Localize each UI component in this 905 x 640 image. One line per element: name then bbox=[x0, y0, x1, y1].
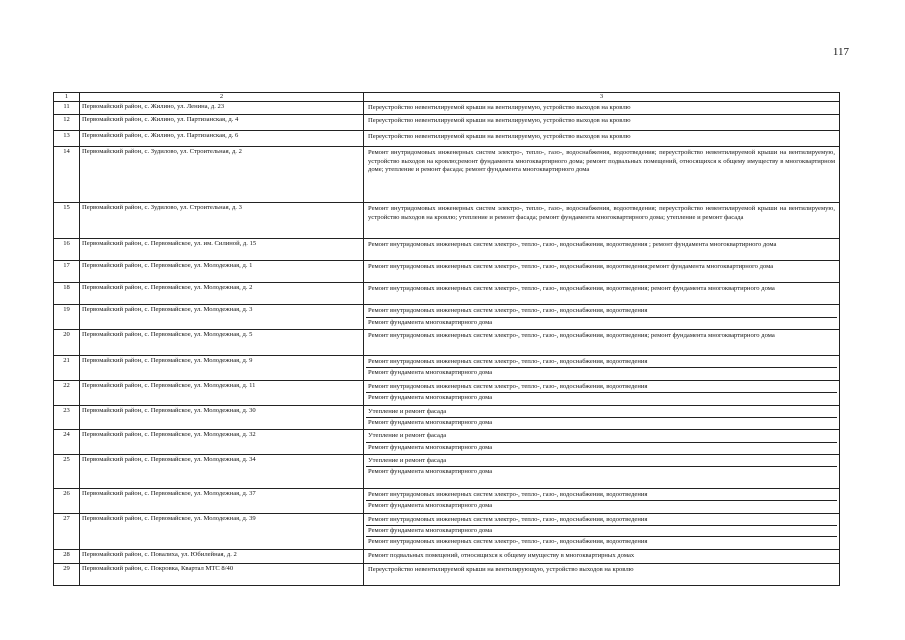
work-item: Переустройство невентилируемой крыши на вентилируемую, устройство выходов на кровлю bbox=[368, 133, 631, 141]
work-item: Переустройство невентилируемой крыши на вентилируемую, устройство выходов на кровлю bbox=[368, 104, 631, 111]
table-row bbox=[54, 454, 840, 488]
row-number: 14 bbox=[54, 147, 80, 203]
header-col-3: 3 bbox=[364, 93, 840, 102]
row-number: 18 bbox=[54, 283, 80, 305]
row-address: Первомайский район, с. Зудилово, ул. Строительная, д. 2 bbox=[80, 147, 364, 203]
header-col-2: 2 bbox=[80, 93, 364, 102]
row-number: 13 bbox=[54, 131, 80, 147]
table-row bbox=[54, 513, 840, 549]
row-number: 26 bbox=[54, 488, 80, 513]
table-row bbox=[54, 115, 840, 131]
row-works bbox=[364, 430, 840, 455]
work-item: Ремонт внутридомовых инженерных систем электро-, тепло-, газо-, водоснабжения, водоотведения ; ремонт фундамента многоквартирного дома bbox=[368, 241, 777, 249]
row-works bbox=[364, 380, 840, 405]
row-number: 25 bbox=[54, 454, 80, 488]
row-number: 23 bbox=[54, 405, 80, 430]
table-row bbox=[54, 305, 840, 330]
table-row bbox=[54, 239, 840, 261]
work-item: Утепление и ремонт фасада bbox=[368, 407, 447, 415]
table-row bbox=[54, 356, 840, 381]
row-number: 21 bbox=[54, 356, 80, 381]
header-row bbox=[54, 93, 840, 102]
table-row bbox=[54, 549, 840, 563]
work-item: Ремонт фундамента многоквартирного дома bbox=[366, 442, 837, 453]
row-address: Первомайский район, с. Повалиха, ул. Юбилейная, д. 2 bbox=[80, 549, 364, 563]
row-address: Первомайский район, с. Первомайское, ул. Молодежная, д. 30 bbox=[80, 405, 364, 430]
row-number: 16 bbox=[54, 239, 80, 261]
repair-table bbox=[53, 92, 840, 586]
row-works bbox=[364, 102, 840, 115]
row-number: 24 bbox=[54, 430, 80, 455]
row-number: 28 bbox=[54, 549, 80, 563]
row-address: Первомайский район, с. Зудилово, ул. Строительная, д. 3 bbox=[80, 203, 364, 239]
row-works bbox=[364, 454, 840, 488]
row-number: 20 bbox=[54, 330, 80, 356]
row-address: Первомайский район, с. Первомайское, ул. им. Силиной, д. 15 bbox=[80, 239, 364, 261]
row-works bbox=[364, 330, 840, 356]
work-item: Утепление и ремонт фасада bbox=[368, 456, 447, 464]
table-row bbox=[54, 203, 840, 239]
work-item: Утепление и ремонт фасада bbox=[368, 432, 447, 440]
work-item: Ремонт подвальных помещений, относящихся к общему имуществу в многоквартирных домах bbox=[368, 551, 635, 559]
row-works bbox=[364, 239, 840, 261]
work-item: Ремонт внутридомовых инженерных систем электро-, тепло-, газо-, водоснабжения, водоотведения bbox=[368, 515, 648, 523]
header-col-1: 1 bbox=[54, 93, 80, 102]
row-works bbox=[364, 549, 840, 563]
table-row bbox=[54, 563, 840, 585]
row-number: 29 bbox=[54, 563, 80, 585]
row-works bbox=[364, 513, 840, 549]
row-address: Первомайский район, с. Первомайское, ул. Молодежная, д. 3 bbox=[80, 305, 364, 330]
row-address: Первомайский район, с. Первомайское, ул. Молодежная, д. 34 bbox=[80, 454, 364, 488]
row-address: Первомайский район, с. Первомайское, ул. Молодежная, д. 9 bbox=[80, 356, 364, 381]
row-works bbox=[364, 115, 840, 131]
work-item: Ремонт фундамента многоквартирного дома bbox=[366, 392, 837, 403]
work-item: Ремонт фундамента многоквартирного дома bbox=[366, 525, 837, 536]
row-address: Первомайский район, с. Жилино, ул. Ленина, д. 23 bbox=[80, 102, 364, 115]
work-item: Ремонт фундамента многоквартирного дома bbox=[366, 417, 837, 428]
work-item: Ремонт внутридомовых инженерных систем электро-, тепло-, газо-, водоснабжения, водоотведения; переустройство невентилируемой крыши на вентилируемую, устройство выходов на кровлю;ремонт фундамента многоквартирного дома; ремонт подвальных помещений, относящихся к общему имуществу в многоквартирном доме; утепление и ремонт фасада; ремонт фундамента многоквартирного дома bbox=[368, 149, 835, 174]
table-row bbox=[54, 330, 840, 356]
row-works bbox=[364, 261, 840, 283]
row-address: Первомайский район, с. Первомайское, ул. Молодежная, д. 2 bbox=[80, 283, 364, 305]
table-row bbox=[54, 430, 840, 455]
row-works bbox=[364, 283, 840, 305]
row-number: 11 bbox=[54, 102, 80, 115]
row-address: Первомайский район, с. Первомайское, ул. Молодежная, д. 37 bbox=[80, 488, 364, 513]
row-works bbox=[364, 305, 840, 330]
page-number: 117 bbox=[832, 46, 849, 58]
row-number: 15 bbox=[54, 203, 80, 239]
work-item: Ремонт фундамента многоквартирного дома bbox=[366, 367, 837, 378]
row-works bbox=[364, 356, 840, 381]
table-row bbox=[54, 131, 840, 147]
row-address: Первомайский район, с. Первомайское, ул. Молодежная, д. 32 bbox=[80, 430, 364, 455]
table-row bbox=[54, 488, 840, 513]
row-address: Первомайский район, с. Первомайское, ул. Молодежная, д. 11 bbox=[80, 380, 364, 405]
work-item: Ремонт внутридомовых инженерных систем электро-, тепло-, газо-, водоснабжения, водоотведения; ремонт фундамента многоквартирного дома bbox=[368, 332, 775, 340]
row-number: 27 bbox=[54, 513, 80, 549]
table-row bbox=[54, 405, 840, 430]
row-number: 19 bbox=[54, 305, 80, 330]
work-item: Ремонт внутридомовых инженерных систем электро-, тепло-, газо-, водоснабжения, водоотведения;ремонт фундамента многоквартирного дома bbox=[368, 263, 774, 271]
work-item: Ремонт внутридомовых инженерных систем электро-, тепло-, газо-, водоснабжения, водоотведения; ремонт фундамента многоквартирного дома bbox=[368, 285, 775, 293]
table-row bbox=[54, 261, 840, 283]
row-number: 22 bbox=[54, 380, 80, 405]
row-works bbox=[364, 131, 840, 147]
row-address: Первомайский район, с. Жилино, ул. Партизанская, д. 4 bbox=[80, 115, 364, 131]
work-item: Ремонт внутридомовых инженерных систем электро-, тепло-, газо-, водоснабжения, водоотведения bbox=[368, 490, 648, 498]
row-works bbox=[364, 147, 840, 203]
row-number: 17 bbox=[54, 261, 80, 283]
work-item: Ремонт фундамента многоквартирного дома bbox=[366, 317, 837, 328]
work-item: Ремонт внутридомовых инженерных систем электро-, тепло-, газо-, водоснабжения, водоотведения bbox=[368, 382, 648, 390]
work-item: Переустройство невентилируемой крыши на вентилируемую, устройство выходов на кровлю bbox=[368, 117, 631, 125]
table-row bbox=[54, 380, 840, 405]
work-item: Ремонт внутридомовых инженерных систем электро-, тепло-, газо-, водоснабжения, водоотведения bbox=[368, 307, 648, 315]
table-row bbox=[54, 147, 840, 203]
row-address: Первомайский район, с. Жилино, ул. Партизанская, д. 6 bbox=[80, 131, 364, 147]
row-works bbox=[364, 563, 840, 585]
work-item: Ремонт внутридомовых инженерных систем электро-, тепло-, газо-, водоснабжения, водоотведения bbox=[368, 358, 648, 366]
table-row bbox=[54, 102, 840, 115]
work-item: Переустройство невентилируемой крыши на вентилирующую, устройство выходов на кровлю bbox=[368, 565, 634, 573]
row-address: Первомайский район, с. Покровка, Квартал МТС 8/40 bbox=[80, 563, 364, 585]
work-item: Ремонт внутридомовых инженерных систем электро-, тепло-, газо-, водоснабжения, водоотведения; переустройство невентилируемой крыши на вентилируемую, устройство выходов на кровлю; утепление и ремонт фасада; ремонт фундамента многоквартирного дома; утепление и ремонт фасада bbox=[368, 205, 835, 221]
table-row bbox=[54, 283, 840, 305]
row-number: 12 bbox=[54, 115, 80, 131]
row-address: Первомайский район, с. Первомайское, ул. Молодежная, д. 39 bbox=[80, 513, 364, 549]
row-works bbox=[364, 203, 840, 239]
work-item: Ремонт фундамента многоквартирного дома bbox=[366, 466, 837, 477]
row-address: Первомайский район, с. Первомайское, ул. Молодежная, д. 5 bbox=[80, 330, 364, 356]
work-item: Ремонт внутридомовых инженерных систем электро-, тепло-, газо-, водоснабжения, водоотведения bbox=[366, 536, 837, 547]
row-works bbox=[364, 488, 840, 513]
row-works bbox=[364, 405, 840, 430]
row-address: Первомайский район, с. Первомайское, ул. Молодежная, д. 1 bbox=[80, 261, 364, 283]
work-item: Ремонт фундамента многоквартирного дома bbox=[366, 500, 837, 511]
